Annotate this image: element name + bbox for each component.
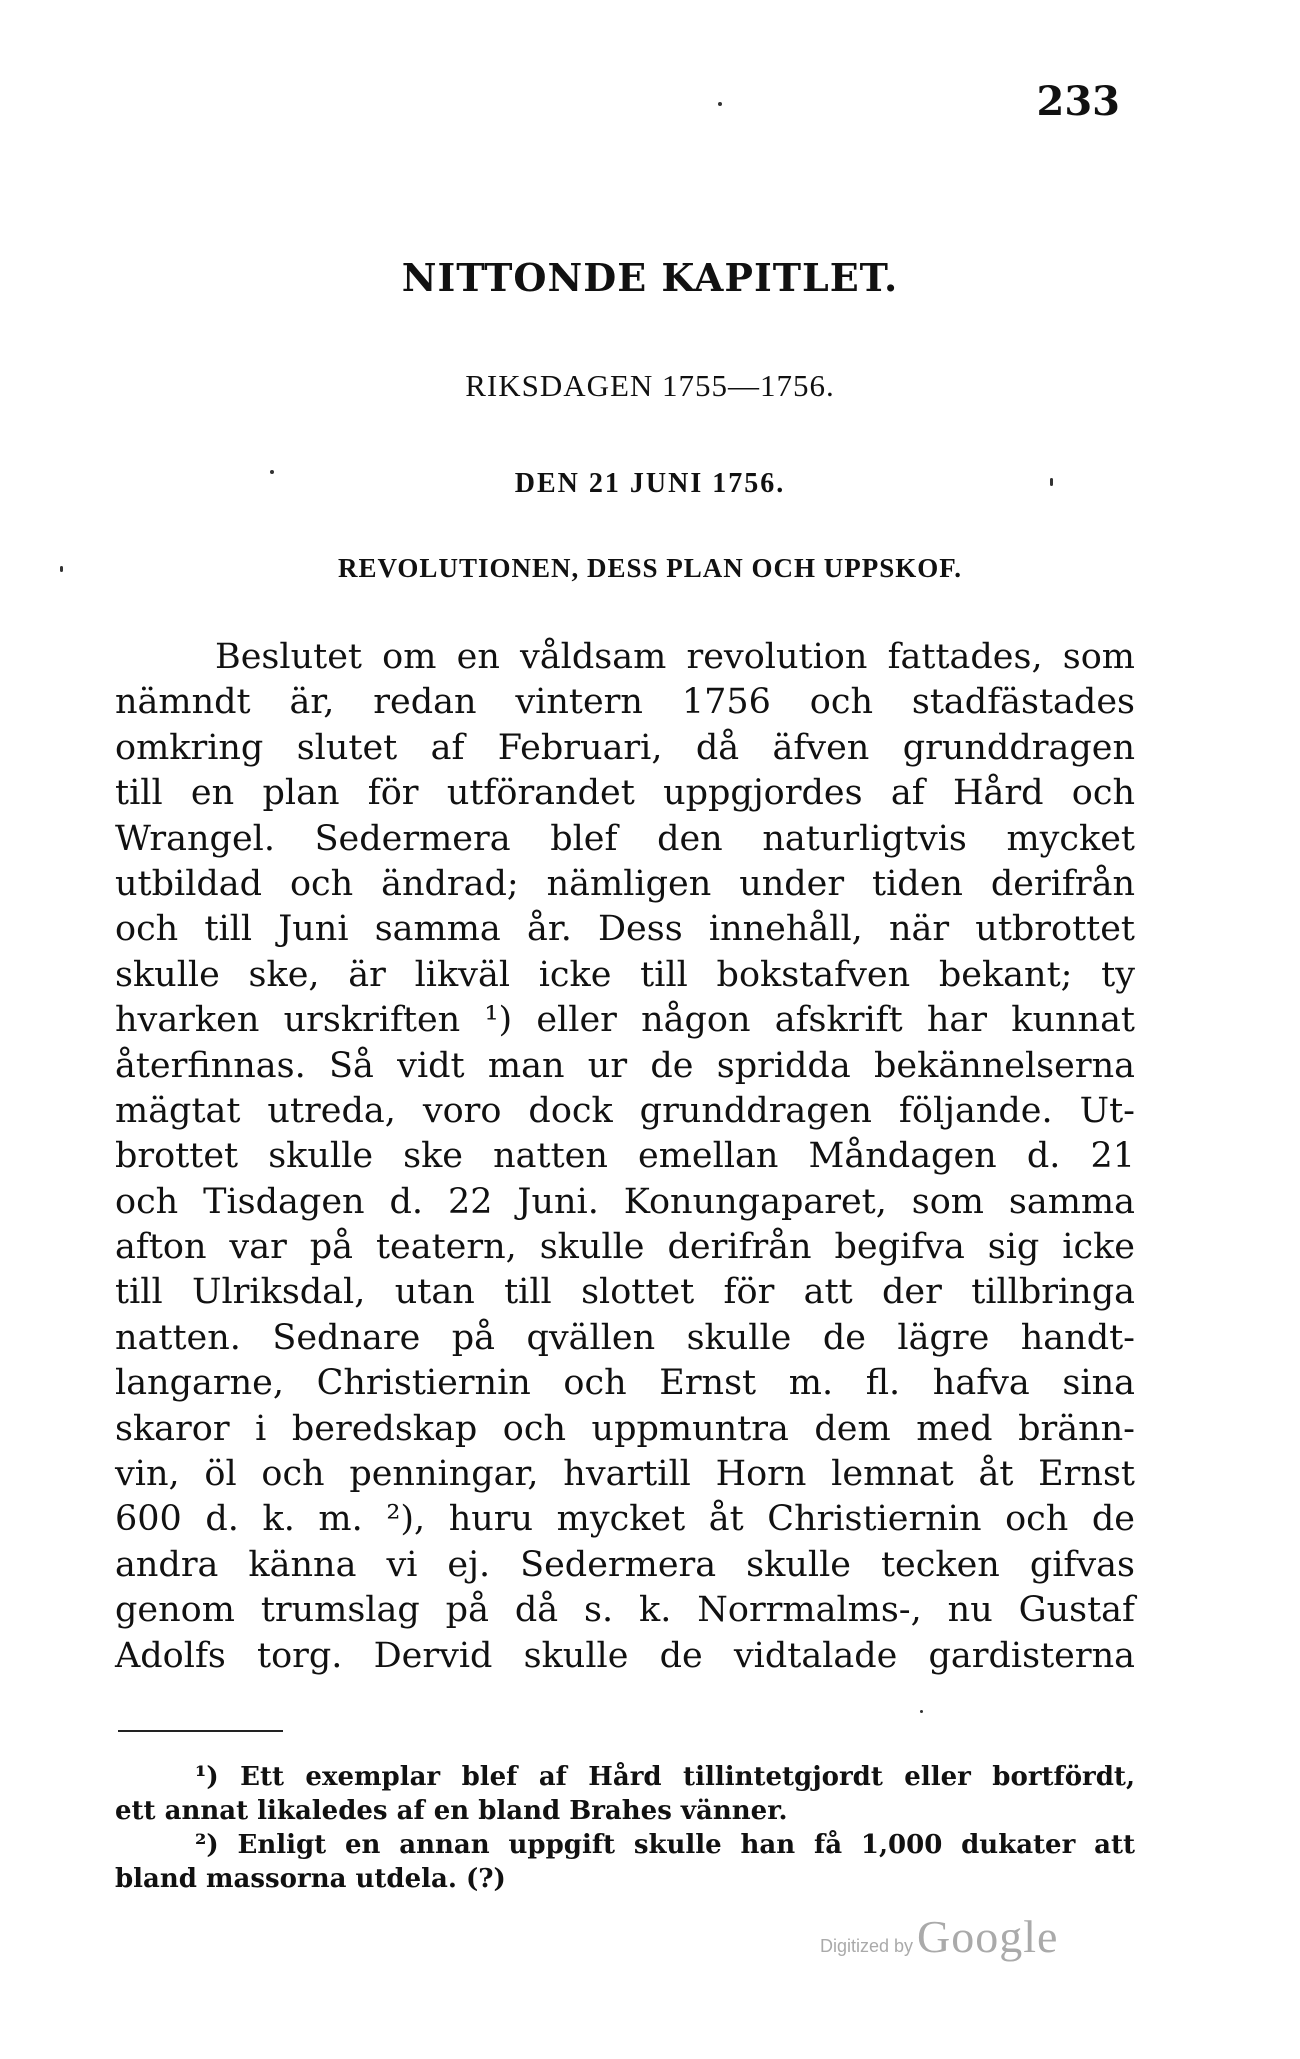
body-line: brottet skulle ske natten emellan Måndagen d. 21 [115,1136,1135,1177]
body-line: skaror i beredskap och uppmuntra dem med bränn- [115,1408,1135,1449]
footnote-divider [118,1730,283,1732]
page-number: 233 [1036,78,1120,125]
body-line: Beslutet om en våldsam revolution fattades, som [215,637,1135,677]
body-text [115,635,1135,1679]
footnote-line: bland massorna utdela. (?) [115,1864,506,1894]
chapter-subtitle: RIKSDAGEN 1755—1756. [465,368,835,403]
footnote-line: ett annat likaledes af en bland Brahes vänner. [115,1796,788,1826]
print-speck [1050,478,1053,486]
body-line: hvarken urskriften ¹) eller någon afskrift har kunnat [115,1000,1135,1041]
body-line: vin, öl och penningar, hvartill Horn lemnat åt Ernst [115,1454,1135,1495]
body-line: mägtat utreda, voro dock grunddragen följande. Ut- [115,1090,1135,1131]
print-speck [270,470,274,474]
section-heading: REVOLUTIONEN, DESS PLAN OCH UPPSKOF. [337,553,963,583]
body-line: till Ulriksdal, utan till slottet för att der tillbringa [115,1272,1135,1313]
body-line: natten. Sednare på qvällen skulle de lägre handt- [115,1317,1135,1358]
body-line: till en plan för utförandet uppgjordes af Hård och [115,773,1135,814]
print-speck [60,566,63,572]
body-line: och Tisdagen d. 22 Juni. Konungaparet, som samma [115,1181,1135,1222]
body-line: återfinnas. Så vidt man ur de spridda bekännelserna [115,1045,1135,1086]
body-line: och till Juni samma år. Dess innehåll, när utbrottet [115,909,1135,950]
google-logo: Google [917,1911,1059,1962]
chapter-title: NITTONDE KAPITLET. [401,255,899,300]
body-line: andra känna vi ej. Sedermera skulle tecken gifvas [115,1544,1135,1585]
body-line: skulle ske, är likväl icke till bokstafven bekant; ty [115,954,1135,995]
footnote-line: ¹) Ett exemplar blef af Hård tillintetgjordt eller bortfördt, [195,1762,1135,1792]
print-speck [718,102,722,106]
body-line: utbildad och ändrad; nämligen under tiden derifrån [115,863,1135,904]
body-line: langarne, Christiernin och Ernst m. fl. hafva sina [115,1363,1135,1404]
body-line: Wrangel. Sedermera blef den naturligtvis mycket [115,818,1135,859]
digitized-watermark [820,1910,1120,1970]
body-line: 600 d. k. m. ²), huru mycket åt Christiernin och de [115,1499,1135,1540]
footnotes [115,1760,1135,1896]
footnote-line: ²) Enligt en annan uppgift skulle han få 1,000 dukater att [195,1830,1135,1860]
body-line: afton var på teatern, skulle derifrån begifva sig icke [115,1227,1135,1268]
body-line: genom trumslag på då s. k. Norrmalms-, nu Gustaf [115,1590,1135,1631]
body-line: Adolfs torg. Dervid skulle de vidtalade gardisterna [115,1635,1135,1676]
watermark-prefix: Digitized by [820,1936,914,1956]
print-speck [920,1710,923,1713]
body-line: omkring slutet af Februari, då äfven grunddragen [115,727,1135,768]
date-line: DEN 21 JUNI 1756. [514,468,786,499]
body-line: nämndt är, redan vintern 1756 och stadfästades [115,682,1135,723]
